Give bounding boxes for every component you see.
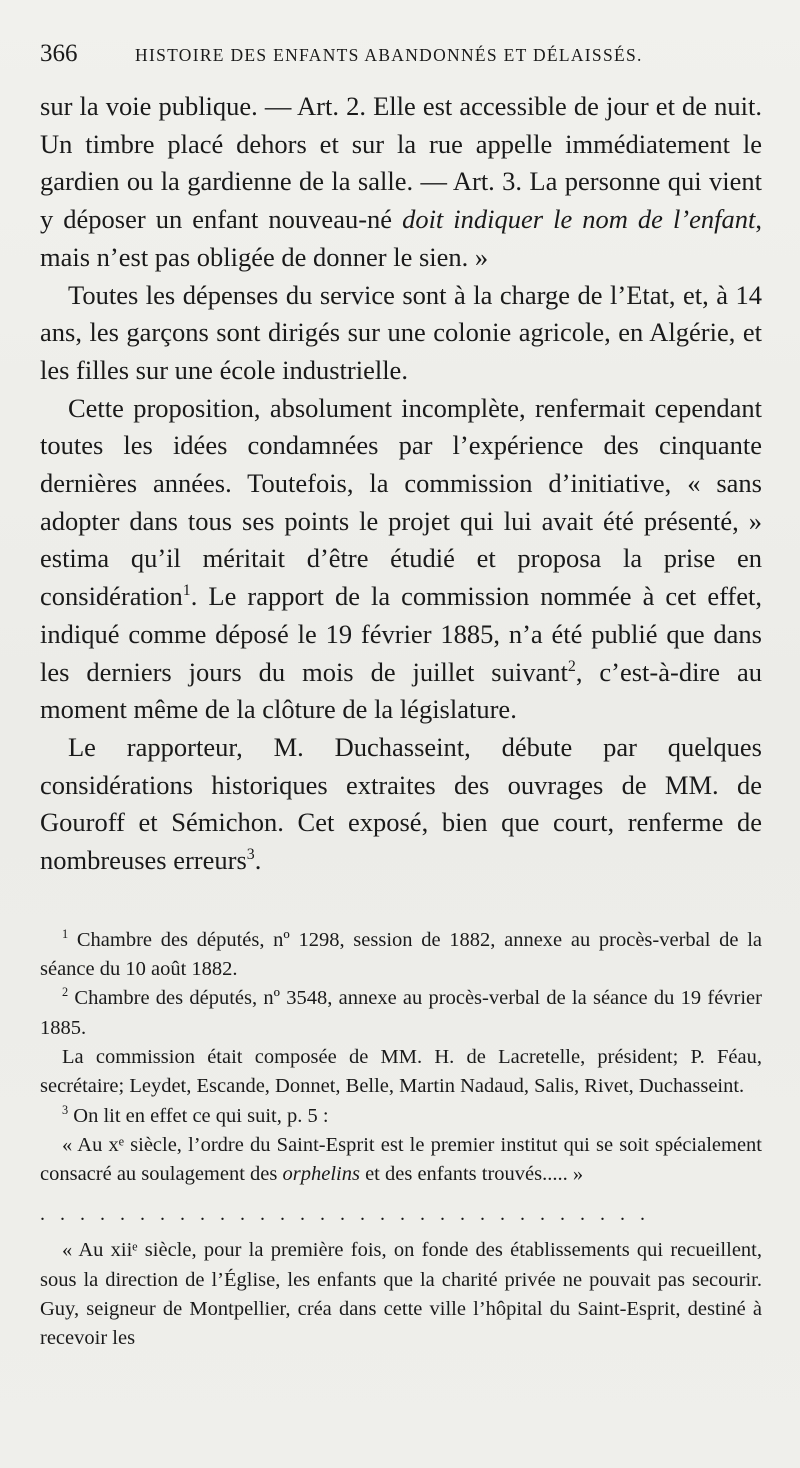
paragraph-3-text-a: Cette proposition, absolument incomplète, renfermait cependant toutes les idées condamnées par l’expérience des cinquante dernières années. Toutefois, la commission d’initiative, « sans adopter dans tous ses points le projet qui lui avait été présenté, » estima qu’il méritait d’être étudié et proposa la prise en considération (40, 392, 762, 612)
paragraph-4-text-b: . (254, 845, 262, 876)
footnote-3-mark: 3 (62, 1102, 69, 1117)
paragraph-1-text-a: sur la voie publique. — Art. 2. Elle est accessible de jour et de nuit. Un timbre placé dehors et sur la rue appelle immédiatement le gardien ou la gardienne de la salle. — Art. 3. La personne qui vient y déposer un enfant nouveau-né (40, 91, 762, 235)
paragraph-3-text-b: . Le rapport de la commission nommée à cet effet, indiqué comme déposé le 19 février 1885, n’a été publié que dans les derniers jours du mois de juillet suivant (40, 581, 762, 687)
paragraph-2: Toutes les dépenses du service sont à la charge de l’Etat, et, à 14 ans, les garçons sont dirigés sur une colonie agricole, en Algérie, et les filles sur une école industrielle. (40, 279, 762, 385)
paragraph-1 (40, 88, 762, 277)
footnote-ref-1: 1 (182, 582, 191, 600)
footnote-2-mark: 2 (62, 985, 69, 1000)
main-text (40, 88, 762, 880)
running-head (40, 40, 762, 80)
paragraph-3-text-c: , c’est-à-dire au moment même de la clôture de la législature. (40, 656, 762, 725)
footnote-1 (40, 926, 762, 985)
footnote-ref-3: 3 (246, 846, 255, 864)
paragraph-1-italic: doit indiquer le nom de l’enfant (402, 204, 756, 235)
footnote-1-mark: 1 (62, 926, 69, 941)
page-number: 366 (40, 40, 78, 67)
running-title: HISTOIRE DES ENFANTS ABANDONNÉS ET DÉLAISSÉS. (135, 45, 643, 65)
footnote-3-quote-2: « Au xiiᵉ siècle, pour la première fois, on fonde des établissements qui recueillent, sous la direction de l’Église, les enfants que la charité privée ne pouvait pas secourir. Guy, seigneur de Montpellier, créa dans cette ville l’hôpital du Saint-Esprit, destiné à recevoir les (40, 1239, 762, 1350)
quote-1-text-b: et des enfants trouvés..... » (359, 1163, 584, 1186)
paragraph-3 (40, 390, 762, 729)
footnotes (40, 926, 762, 1354)
paragraph-1-text-b: , mais n’est pas obligée de donner le sien. » (40, 204, 762, 272)
footnote-3-text: On lit en effet ce qui suit, p. 5 : (68, 1104, 329, 1127)
paragraph-4-text-a: Le rapporteur, M. Duchasseint, débute par quelques considérations historiques extraites des ouvrages de MM. de Gouroff et Sémichon. Cet exposé, bien que court, renferme de nombreuses erreurs (40, 731, 762, 876)
footnote-2-commission: La commission était composée de MM. H. de Lacretelle, président; P. Féau, secrétaire; Leydet, Escande, Donnet, Belle, Martin Nadaud, Salis, Rivet, Duchasseint. (40, 1045, 762, 1098)
footnote-ref-2: 2 (567, 657, 576, 675)
paragraph-4 (40, 729, 762, 880)
footnote-2 (40, 984, 762, 1043)
quote-1-text-a: « Au xᵉ siècle, l’ordre du Saint-Esprit est le premier institut qui se soit spécialement consacré au soulagement des (40, 1133, 762, 1186)
footnote-1-text: Chambre des députés, nº 1298, session de 1882, annexe au procès-verbal de la séance du 10 août 1882. (40, 928, 762, 981)
footnote-3 (40, 1102, 762, 1131)
ellipsis-dots-line: ............................... (40, 1203, 660, 1226)
footnote-2-text: Chambre des députés, nº 3548, annexe au procès-verbal de la séance du 19 février 1885. (40, 987, 762, 1039)
footnote-3-quote-1 (40, 1131, 762, 1190)
quote-1-italic: orphelins (282, 1163, 360, 1186)
